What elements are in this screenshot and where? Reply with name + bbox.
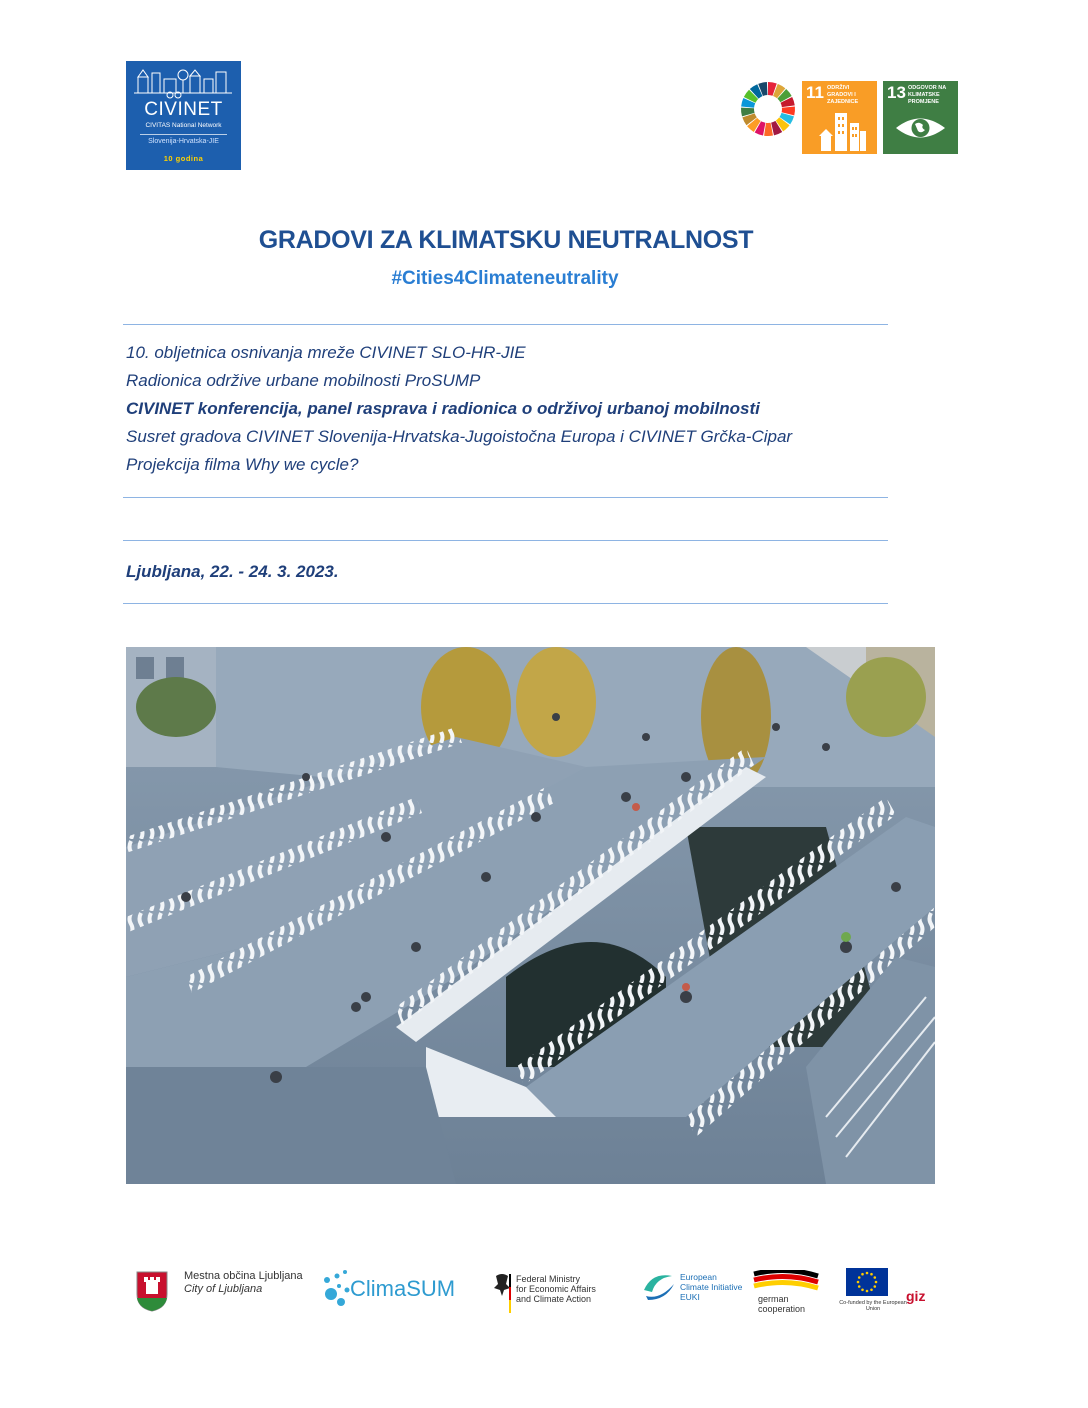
program-item: CIVINET konferencija, panel rasprava i radionica o održivoj urbanoj mobilnosti: [126, 399, 760, 418]
eu-star: [870, 1273, 873, 1276]
city-skyline-icon: [126, 61, 241, 101]
divider: [123, 324, 888, 325]
eu-star: [866, 1290, 869, 1293]
eu-star: [858, 1276, 861, 1279]
divider: [123, 603, 888, 604]
sdg-wheel-icon: [740, 81, 796, 137]
hashtag: #Cities4Climateneutrality: [391, 268, 619, 289]
eye-globe-icon: [893, 113, 948, 143]
sdg-number: 13: [887, 83, 906, 102]
eu-star: [873, 1276, 876, 1279]
gc-line: cooperation: [758, 1304, 806, 1314]
giz-logo: giz: [906, 1288, 926, 1304]
eu-star: [875, 1281, 878, 1284]
bmwk-logo-text: [516, 1274, 596, 1304]
german-cooperation-text: [758, 1294, 805, 1314]
german-cooperation-flag-icon: [752, 1270, 820, 1292]
eu-cofunded-text: Co-funded by the European Union: [839, 1300, 907, 1312]
eu-star: [870, 1288, 873, 1291]
ljubljana-logo-text: [184, 1270, 303, 1296]
eu-flag-icon: [846, 1268, 888, 1296]
city-buildings-icon: [817, 109, 867, 151]
page-title: GRADOVI ZA KLIMATSKU NEUTRALNOST: [258, 226, 754, 254]
euki-line: Climate Initiative: [680, 1282, 743, 1292]
divider: [123, 540, 888, 541]
program-item: 10. obljetnica osnivanja mreže CIVINET SLO-HR-JIE: [126, 343, 526, 362]
euki-logo-text: [680, 1272, 742, 1302]
sdg-number: 11: [806, 83, 824, 102]
civinet-name: CIVINET: [144, 99, 223, 120]
bmwk-line: Federal Ministry: [516, 1274, 581, 1284]
bmwk-line: for Economic Affairs: [516, 1284, 596, 1294]
eu-star: [873, 1285, 876, 1288]
civinet-logo: [126, 61, 241, 170]
program-item: Susret gradova CIVINET Slovenija-Hrvatska-Jugoistočna Europa i CIVINET Grčka-Cipar: [126, 427, 793, 446]
divider: [140, 134, 227, 135]
ljubljana-coat-of-arms-icon: [135, 1270, 169, 1312]
eu-star: [857, 1281, 860, 1284]
gc-line: german: [758, 1294, 789, 1304]
euki-line: European: [680, 1272, 717, 1282]
euki-line: EUKI: [680, 1292, 700, 1302]
bmwk-line: and Climate Action: [516, 1294, 592, 1304]
civinet-region: Slovenija-Hrvatska-JIE: [148, 138, 219, 145]
euki-swirl-icon: [642, 1270, 676, 1302]
sdg-11-tile: [802, 81, 877, 154]
date-location: Ljubljana, 22. - 24. 3. 2023.: [126, 562, 339, 581]
divider: [123, 497, 888, 498]
eu-star: [858, 1285, 861, 1288]
program-item: Projekcija filma Why we cycle?: [126, 455, 359, 474]
climasum-dots-icon: [323, 1268, 353, 1310]
ljubljana-name: Mestna občina Ljubljana: [184, 1270, 303, 1282]
eu-star: [861, 1288, 864, 1291]
triple-bridge-photo: [126, 647, 935, 1184]
climasum-logo: ClimaSUM: [350, 1276, 456, 1301]
civinet-years: 10 godina: [163, 154, 204, 163]
sdg-label: ODRŽIVI GRADOVI I ZAJEDNICE: [827, 85, 859, 105]
sdg-label: ODGOVOR NA KLIMATSKE PROMJENE: [908, 85, 946, 105]
eu-star: [861, 1273, 864, 1276]
civinet-network: CIVITAS National Network: [145, 122, 222, 129]
sdg-13-tile: [883, 81, 958, 154]
eu-star: [866, 1272, 869, 1275]
german-eagle-flag-icon: [492, 1272, 512, 1314]
program-item: Radionica održive urbane mobilnosti ProSUMP: [126, 371, 481, 390]
ljubljana-name-en: City of Ljubljana: [184, 1283, 263, 1295]
